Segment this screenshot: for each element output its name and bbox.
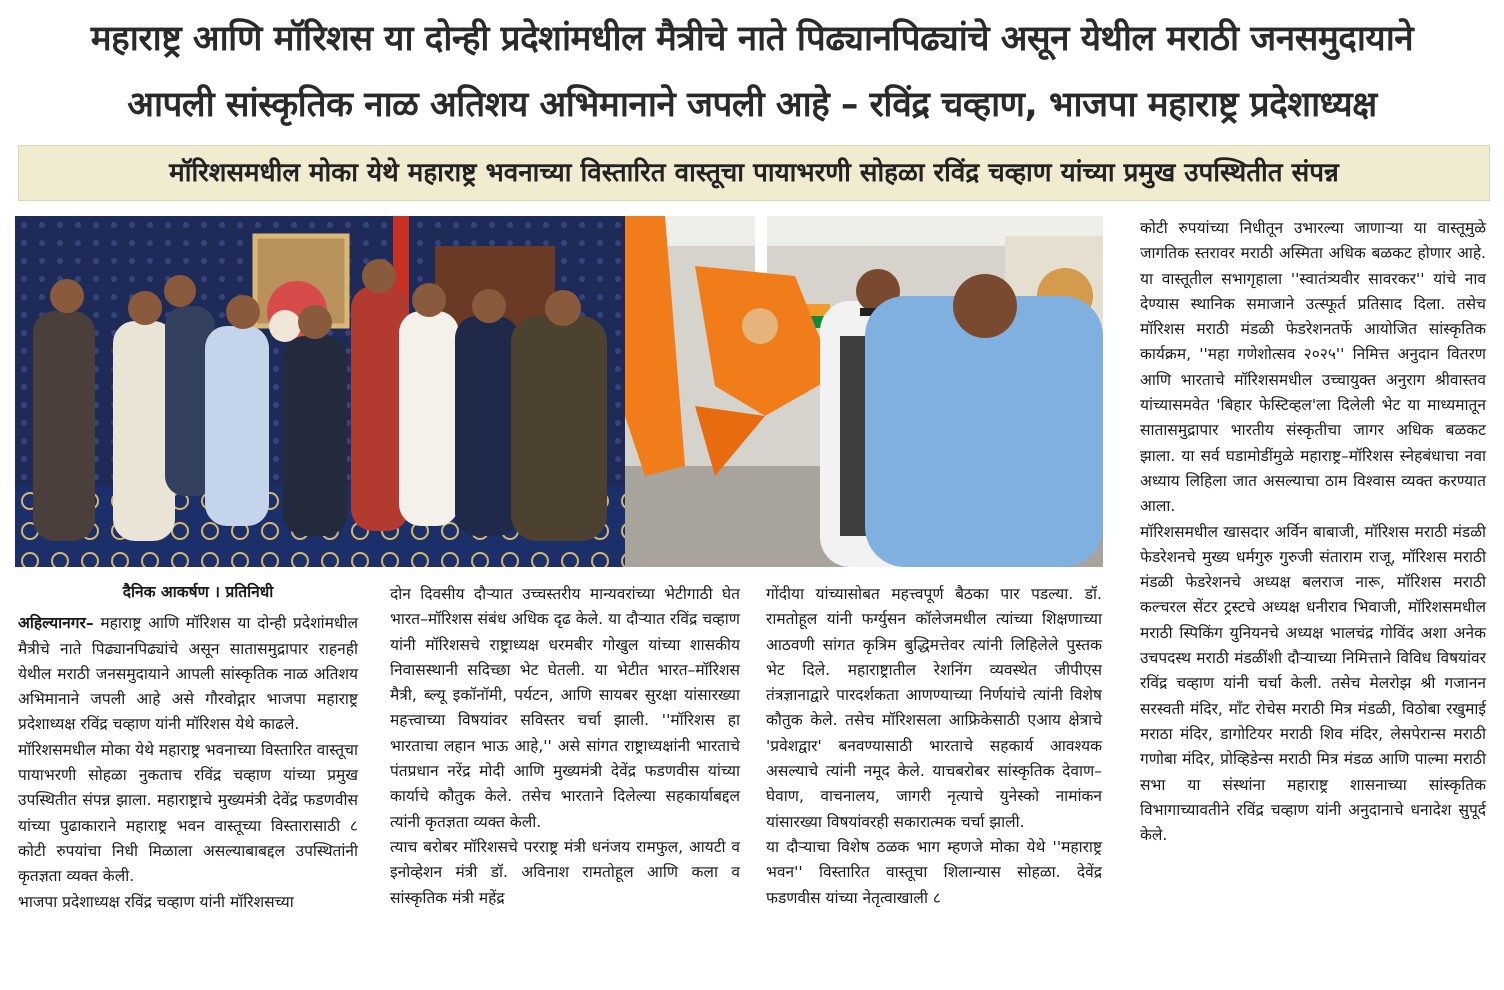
flag-ceremony-photo bbox=[625, 216, 1103, 567]
article-paragraph: गोंदीया यांच्यासोबत महत्त्वपूर्ण बैठका पार पडल्या. डॉ. रामतोहूल यांनी फर्ग्युसन कॉलेजमधील त्यांच्या शिक्षणाच्या आठवणी सांगत कृत्रिम बुद्धिमत्तेवर त्यांनी लिहिलेले पुस्तक भेट दिले. महाराष्ट्रातील रेशनिंग व्यवस्थेत जीपीएस तंत्रज्ञानाद्वारे पारदर्शकता आणण्याच्या निर्णयांचे त्यांनी विशेष कौतुक केले. तसेच मॉरिशसला आफ्रिकेसाठी एआय क्षेत्राचे 'प्रवेशद्वार' बनवण्यासाठी भारताचे सहकार्य आवश्यक असल्याचे त्यांनी नमूद केले. याचबरोबर सांस्कृतिक देवाण–घेवाण, वाचनालय, जागरी नृत्याचे युनेस्को नामांकन यांसारख्या विषयांवरही सकारात्मक चर्चा झाली. bbox=[766, 585, 1102, 831]
headline-line-2: आपली सांस्कृतिक नाळ अतिशय अभिमानाने जपली आहे – रविंद्र चव्हाण, भाजपा महाराष्ट्र प्रदेशाध्यक्ष bbox=[127, 85, 1377, 125]
article-column-2 bbox=[390, 582, 740, 911]
subheadline-banner: मॉरिशसमधील मोका येथे महाराष्ट्र भवनाच्या विस्तारित वास्तूचा पायाभरणी सोहळा रविंद्र चव्हाण यांच्या प्रमुख उपस्थितीत संपन्न bbox=[18, 145, 1490, 201]
article-paragraph: मॉरिशसमधील मोका येथे महाराष्ट्र भवनाच्या विस्तारित वास्तूचा पायाभरणी सोहळा नुकताच रविंद्र चव्हाण यांच्या प्रमुख उपस्थितीत संपन्न झाला. महाराष्ट्राचे मुख्यमंत्री देवेंद्र फडणवीस यांच्या पुढाकाराने महाराष्ट्र भवन वास्तूच्या विस्तारासाठी ८ कोटी रुपयांचा निधी मिळाला असल्याबाबद्दल उपस्थितांनी कृतज्ञता व्यक्त केली. bbox=[18, 740, 358, 886]
dateline: अहिल्यानगर– bbox=[18, 614, 94, 633]
article-column-3 bbox=[766, 582, 1102, 911]
article-text: महाराष्ट्र आणि मॉरिशस या दोन्ही प्रदेशांमधील मैत्रीचे नाते पिढ्यानपिढ्यांचे असून सातासमुद्रापार राहनही येथील मराठी जनसमुदायाने आपली सांस्कृतिक नाळ अतिशय अभिमानाने जपली आहे असे गौरवोद्गार भाजपा महाराष्ट्र प्रदेशाध्यक्ष रविंद्र चव्हाण यांनी मॉरिशस येथे काढले. bbox=[18, 614, 358, 734]
group-photo-illustration bbox=[15, 216, 627, 567]
article-paragraph: त्याच बरोबर मॉरिशसचे परराष्ट्र मंत्री धनंजय रामफुल, आयटी व इनोव्हेशन मंत्री डॉ. अविनाश रामतोहूल आणि कला व सांस्कृतिक मंत्री महेंद्र bbox=[390, 837, 740, 907]
article-paragraph bbox=[18, 611, 358, 737]
article-paragraph: कोटी रुपयांच्या निधीतून उभारल्या जाणाऱ्या या वास्तूमुळे जागतिक स्तरावर मराठी अस्मिता अधिक बळकट होणार आहे. या वास्तूतील सभागृहाला ''स्वातंत्र्यवीर सावरकर'' यांचे नाव देण्यास स्थानिक समाजाने उत्स्फूर्त प्रतिसाद दिला. तसेच मॉरिशस मराठी मंडळी फेडरेशनतर्फे आयोजित सांस्कृतिक कार्यक्रम, ''महा गणेशोत्सव २०२५'' निमित्त अनुदान वितरण आणि भारताचे मॉरिशसमधील उच्चायुक्त अनुराग श्रीवास्तव यांच्यासमवेत 'बिहार फेस्टिव्हल'ला दिलेली भेट या माध्यमातून सातासमुद्रापार भारतीय संस्कृतीचा जागर अधिक बळकट झाला. या सर्व घडामोडींमुळे महाराष्ट्र–मॉरिशस स्नेहबंधाचा नवा अध्याय लिहिला जात असल्याचा ठाम विश्वास व्यक्त करण्यात आला. bbox=[1140, 219, 1486, 516]
flag-ceremony-illustration bbox=[625, 216, 1103, 567]
byline: दैनिक आकर्षण । प्रतिनिधी bbox=[122, 583, 274, 601]
article-column-1 bbox=[18, 580, 358, 915]
group-photo bbox=[15, 216, 627, 567]
headline-line-1: महाराष्ट्र आणि मॉरिशस या दोन्ही प्रदेशांमधील मैत्रीचे नाते पिढ्यानपिढ्यांचे असून येथील मराठी जनसमुदायाने bbox=[90, 19, 1414, 59]
article-paragraph: दोन दिवसीय दौऱ्यात उच्चस्तरीय मान्यवरांच्या भेटीगाठी घेत भारत–मॉरिशस संबंध अधिक दृढ केले. या दौऱ्यात रविंद्र चव्हाण यांनी मॉरिशसचे राष्ट्राध्यक्ष धरमबीर गोखुल यांच्या शासकीय निवासस्थानी सदिच्छा भेट घेतली. या भेटीत भारत–मॉरिशस मैत्री, ब्ल्यू इकॉनॉमी, पर्यटन, आणि सायबर सुरक्षा यांसारख्या महत्त्वाच्या विषयांवर सविस्तर चर्चा झाली. ''मॉरिशस हा भारताचा लहान भाऊ आहे,'' असे सांगत राष्ट्राध्यक्षांनी भारताचे पंतप्रधान नरेंद्र मोदी आणि मुख्यमंत्री देवेंद्र फडणवीस यांच्या कार्याचे कौतुक केले. तसेच भारताने दिलेल्या सहकार्याबद्दल त्यांनी कृतज्ञता व्यक्त केली. bbox=[390, 585, 740, 831]
article-paragraph: मॉरिशसमधील खासदार अर्विन बाबाजी, मॉरिशस मराठी मंडळी फेडरेशनचे मुख्य धर्मगुरु गुरुजी संताराम राजू, मॉरिशस मराठी मंडळी फेडरेशनचे अध्यक्ष बलराज नारू, मॉरिशस मराठी कल्चरल सेंटर ट्रस्टचे अध्यक्ष धनीराव भिवाजी, मॉरिशसमधील मराठी स्पिकिंग युनियनचे अध्यक्ष भालचंद्र गोविंद अशा अनेक उचपदस्थ मराठी मंडळींशी दौऱ्याच्या निमित्ताने विविध विषयांवर रविंद्र चव्हाण यांनी चर्चा केली. तसेच मेलरोझ श्री गजानन सरस्वती मंदिर, मॉंट रोचेस मराठी मित्र मंडळी, विठोबा रखुमाई मराठा मंदिर, डागोटियर मराठी शिव मंदिर, लेसपेरान्स मराठी गणोबा मंदिर, प्रोव्हिडेन्स मराठी मित्र मंडळ आणि पाल्मा मराठी सभा या संस्थांना महाराष्ट्र शासनाच्या सांस्कृतिक विभागाच्यावतीने रविंद्र चव्हाण यांनी अनुदानाचे धनादेश सुपूर्द केले. bbox=[1140, 522, 1486, 845]
article-paragraph: भाजपा प्रदेशाध्यक्ष रविंद्र चव्हाण यांनी मॉरिशसच्या bbox=[18, 892, 294, 911]
article-column-4 bbox=[1140, 216, 1486, 848]
article-paragraph: या दौऱ्याचा विशेष ठळक भाग म्हणजे मोका येथे ''महाराष्ट्र भवन'' विस्तारित वास्तूचा शिलान्यास सोहळा. देवेंद्र फडणवीस यांच्या नेतृत्वाखाली ८ bbox=[766, 837, 1102, 907]
